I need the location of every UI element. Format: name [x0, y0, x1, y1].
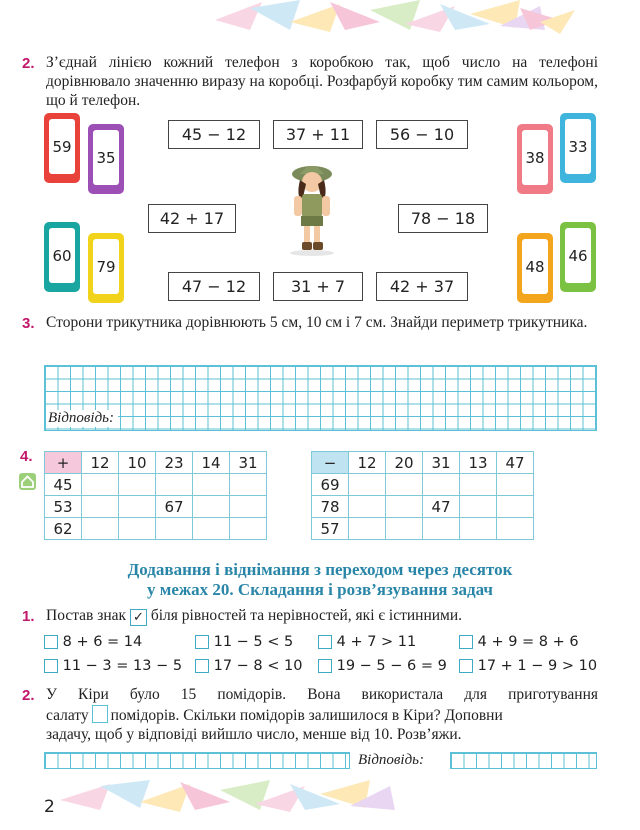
- page-number: 2: [44, 797, 55, 817]
- phone[interactable]: [517, 233, 553, 303]
- answer-cell[interactable]: [119, 474, 156, 496]
- task2b-text-part: помідорів. Скільки помідорів залишилося в Кіри? Доповни: [110, 707, 503, 724]
- expression-box[interactable]: 42 + 17: [148, 204, 236, 233]
- checkbox[interactable]: [44, 635, 58, 649]
- answer-cell[interactable]: [156, 518, 193, 540]
- answer-label: Відповідь:: [358, 752, 425, 768]
- header-cell: 20: [386, 452, 423, 474]
- blank-input-box[interactable]: [92, 705, 108, 723]
- expression-box[interactable]: 56 − 10: [376, 120, 468, 149]
- solution-grid[interactable]: [44, 752, 350, 769]
- home-icon: [19, 473, 36, 490]
- phone[interactable]: [560, 113, 596, 183]
- answer-cell[interactable]: [386, 474, 423, 496]
- answer-cell[interactable]: [349, 474, 386, 496]
- answer-field[interactable]: [450, 752, 597, 769]
- addition-table: [44, 451, 267, 540]
- option-label: 17 + 1 − 9 > 10: [477, 658, 598, 674]
- phone-number: 38: [522, 130, 548, 185]
- task2b-line3: задачу, щоб у відповіді вийшло число, менше від 10. Розв’яжи.: [46, 726, 462, 743]
- phone[interactable]: [88, 124, 124, 194]
- task2-number: 2.: [22, 55, 35, 72]
- row-head-cell: 62: [45, 518, 82, 540]
- option-label: 4 + 9 = 8 + 6: [477, 634, 579, 650]
- row-head-cell: 69: [312, 474, 349, 496]
- section-title-line1: Додавання і віднімання з переходом через десяток: [127, 560, 513, 579]
- answer-cell[interactable]: [497, 496, 534, 518]
- task3-number: 3.: [22, 315, 35, 332]
- task2b-text-part: салату: [46, 707, 89, 724]
- option-label: 4 + 7 > 11: [336, 634, 417, 650]
- answer-cell[interactable]: [82, 496, 119, 518]
- answer-cell[interactable]: 47: [423, 496, 460, 518]
- task2b-line2: [46, 705, 598, 725]
- row-head-cell: 78: [312, 496, 349, 518]
- option-item[interactable]: [44, 658, 182, 674]
- expression-box[interactable]: 78 − 18: [398, 204, 488, 233]
- option-item[interactable]: [318, 658, 447, 674]
- answer-cell[interactable]: [349, 518, 386, 540]
- task1b-number: 1.: [22, 608, 35, 625]
- expression-box[interactable]: 37 + 11: [273, 120, 363, 149]
- task1b-instruction: [46, 606, 606, 626]
- section-title-line2: у межах 20. Складання і розв’язування задач: [146, 580, 494, 599]
- instruction-text-after: біля рівностей та нерівностей, які є істинними.: [150, 607, 463, 624]
- answer-cell[interactable]: [386, 496, 423, 518]
- answer-cell[interactable]: [193, 518, 230, 540]
- phone-number: 46: [565, 228, 591, 283]
- header-cell: 10: [119, 452, 156, 474]
- answer-cell[interactable]: [193, 496, 230, 518]
- phone-number: 60: [49, 228, 75, 283]
- bottom-decoration: [0, 780, 640, 820]
- phone[interactable]: [44, 222, 80, 292]
- task2-text: З’єднай лінією кожний телефон з коробкою так, щоб число на телефоні дорівнювало значенню виразу на коробці. Розфарбуй коробку тим самим кольором, що й телефон.: [46, 54, 598, 109]
- phone-number: 33: [565, 119, 591, 174]
- checkbox[interactable]: [459, 659, 473, 673]
- option-label: 11 − 5 < 5: [213, 634, 294, 650]
- operator-cell: −: [312, 452, 349, 474]
- answer-cell[interactable]: [460, 474, 497, 496]
- phone[interactable]: [560, 222, 596, 292]
- header-cell: 12: [82, 452, 119, 474]
- answer-cell[interactable]: [230, 474, 267, 496]
- task3-text: Сторони трикутника дорівнюють 5 см, 10 см і 7 см. Знайди периметр трикутника.: [46, 314, 588, 331]
- task2b-number: 2.: [22, 687, 35, 704]
- phone[interactable]: [44, 113, 80, 183]
- answer-cell[interactable]: [460, 496, 497, 518]
- option-label: 8 + 6 = 14: [62, 634, 143, 650]
- checkbox[interactable]: [318, 659, 332, 673]
- checkbox[interactable]: [195, 659, 209, 673]
- answer-cell[interactable]: [119, 496, 156, 518]
- header-cell: 14: [193, 452, 230, 474]
- checkmark-icon: ✓: [130, 609, 147, 626]
- answer-cell[interactable]: [156, 474, 193, 496]
- header-cell: 31: [423, 452, 460, 474]
- answer-cell[interactable]: [349, 496, 386, 518]
- phone[interactable]: [88, 233, 124, 303]
- option-item[interactable]: [459, 634, 579, 650]
- answer-cell[interactable]: [497, 474, 534, 496]
- checkbox[interactable]: [195, 635, 209, 649]
- checkbox[interactable]: [459, 635, 473, 649]
- checkbox[interactable]: [318, 635, 332, 649]
- header-cell: 23: [156, 452, 193, 474]
- answer-label: Відповідь:: [46, 410, 118, 427]
- expression-box[interactable]: 42 + 37: [376, 272, 468, 301]
- option-item[interactable]: [459, 658, 597, 674]
- option-label: 19 − 5 − 6 = 9: [336, 658, 447, 674]
- expression-box[interactable]: 31 + 7: [273, 272, 363, 301]
- option-item[interactable]: [195, 658, 302, 674]
- expression-box[interactable]: 45 − 12: [168, 120, 260, 149]
- answer-cell[interactable]: [423, 474, 460, 496]
- girl-explorer-illustration: [282, 158, 342, 258]
- header-cell: 12: [349, 452, 386, 474]
- header-cell: 47: [497, 452, 534, 474]
- option-label: 17 − 8 < 10: [213, 658, 303, 674]
- answer-cell[interactable]: [423, 518, 460, 540]
- answer-cell[interactable]: [193, 474, 230, 496]
- subtraction-table: [311, 451, 534, 540]
- phone[interactable]: [517, 124, 553, 194]
- row-head-cell: 53: [45, 496, 82, 518]
- instruction-text-before: Постав знак: [46, 607, 127, 624]
- answer-grid[interactable]: [44, 365, 597, 431]
- top-decoration: [0, 0, 640, 40]
- row-head-cell: 57: [312, 518, 349, 540]
- header-cell: 31: [230, 452, 267, 474]
- task2b-line1: У Кіри було 15 помідорів. Вона використала для приготування: [46, 686, 598, 703]
- option-item[interactable]: [195, 634, 293, 650]
- answer-cell[interactable]: [386, 518, 423, 540]
- row-head-cell: 45: [45, 474, 82, 496]
- phone-number: 35: [93, 130, 119, 185]
- expression-box[interactable]: 47 − 12: [168, 272, 260, 301]
- option-item[interactable]: [44, 634, 142, 650]
- operator-cell: +: [45, 452, 82, 474]
- phone-number: 59: [49, 119, 75, 174]
- phone-number: 79: [93, 239, 119, 294]
- answer-cell[interactable]: [460, 518, 497, 540]
- answer-cell[interactable]: [82, 474, 119, 496]
- answer-cell[interactable]: 67: [156, 496, 193, 518]
- answer-cell[interactable]: [82, 518, 119, 540]
- answer-cell[interactable]: [497, 518, 534, 540]
- answer-cell[interactable]: [230, 496, 267, 518]
- task4-number: 4.: [20, 448, 33, 465]
- option-label: 11 − 3 = 13 − 5: [62, 658, 183, 674]
- answer-cell[interactable]: [230, 518, 267, 540]
- option-item[interactable]: [318, 634, 416, 650]
- phone-number: 48: [522, 239, 548, 294]
- header-cell: 13: [460, 452, 497, 474]
- answer-cell[interactable]: [119, 518, 156, 540]
- checkbox[interactable]: [44, 659, 58, 673]
